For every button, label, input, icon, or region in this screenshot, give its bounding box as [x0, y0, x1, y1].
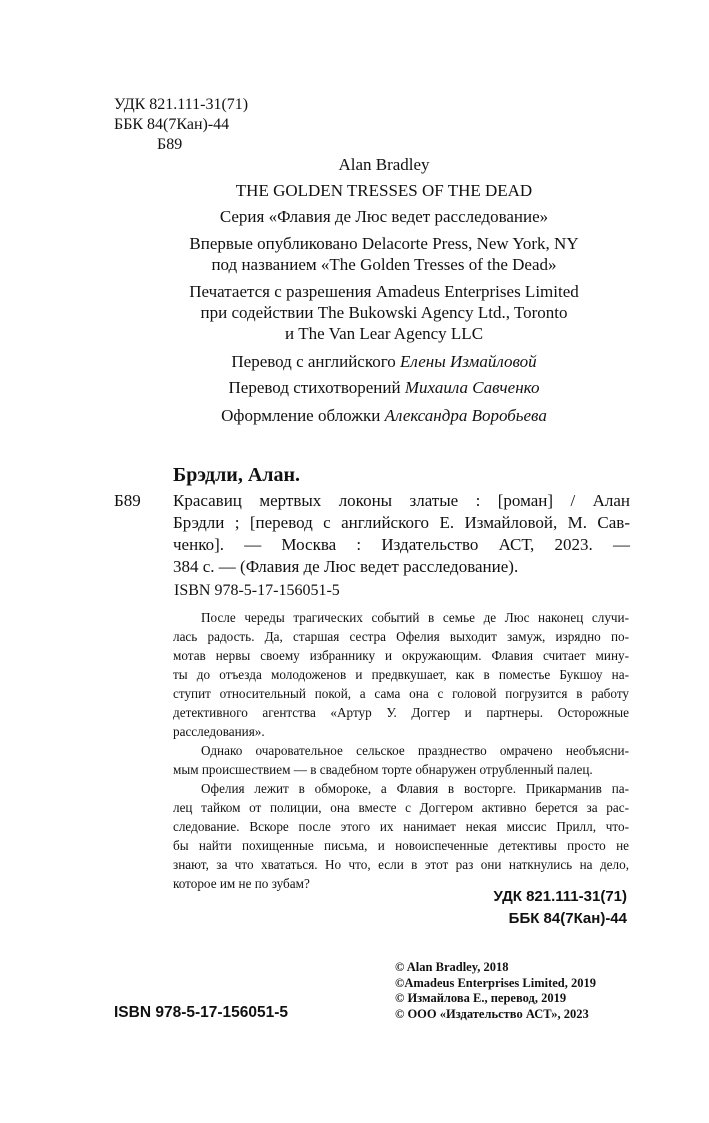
annotation-paragraph-3: [173, 779, 629, 893]
isbn-bottom: ISBN 978-5-17-156051-5: [114, 1004, 289, 1021]
annotation-line: лец тайком от полиции, она вместе с Доггером активно берется за рас-: [173, 800, 629, 815]
permission-line-2: при содействии The Bukowski Agency Ltd., Toronto: [200, 303, 568, 322]
copyright-line: © Измайлова Е., перевод, 2019: [395, 991, 567, 1005]
annotation-line: ты до отъезда молодоженов и предвкушает, как в поместье Букшоу на-: [173, 667, 629, 682]
annotation-line: знают, за что хвататься. Но что, если в этот раз они наткнулись на дело,: [173, 857, 629, 872]
translator-name: Елены Измайловой: [400, 352, 537, 371]
bib-line-3: ченко]. — Москва : Издательство АСТ, 2023. —: [173, 535, 630, 554]
udk-code: УДК 821.111-31(71): [114, 96, 249, 113]
credits-block: [100, 154, 668, 426]
annotation-paragraph-1: [173, 608, 629, 741]
poems-translator-name: Михаила Савченко: [404, 378, 540, 397]
annotation-line: расследования».: [173, 724, 265, 739]
bib-line-1: Красавиц мертвых локоны златые : [роман] / Алан: [173, 491, 630, 510]
annotation-line: лась радость. Да, старшая сестра Офелия выходит замуж, изрядно по-: [173, 629, 629, 644]
copyright-line: © ООО «Издательство АСТ», 2023: [395, 1006, 589, 1021]
author-mark: Б89: [157, 136, 183, 153]
copyright-line: ©Amadeus Enterprises Limited, 2019: [395, 975, 597, 990]
annotation-paragraph-2: [173, 741, 629, 779]
first-published-line-1: Впервые опубликовано Delacorte Press, New York, NY: [189, 234, 579, 253]
annotation-line: После череды трагических событий в семье де Люс наконец случи-: [201, 610, 629, 625]
annotation-line: мым происшествием — в свадебном торте обнаружен отрубленный палец.: [173, 762, 593, 777]
annotation-line: мотав нервы своему избраннику и окружающим. Флавия считает мину-: [173, 648, 629, 663]
permission-line-1: Печатается с разрешения Amadeus Enterprises Limited: [189, 282, 579, 301]
annotation-line: Офелия лежит в обмороке, а Флавия в восторге. Прикарманив па-: [201, 781, 629, 796]
bib-mark: Б89: [114, 491, 141, 510]
annotation-line: ступит относительный покой, а сама она с головой погрузится в работу: [173, 686, 629, 701]
annotation-line: следование. Вскоре после этого их нанимает некая миссис Прилл, что-: [173, 819, 629, 834]
annotation-line: Однако очаровательное сельское празднество омрачено необъясни-: [201, 743, 629, 758]
poems-translation-credit: [100, 377, 668, 405]
bib-line-2: Брэдли ; [перевод с английского Е. Измайловой, М. Сав-: [173, 513, 630, 532]
original-title: THE GOLDEN TRESSES OF THE DEAD: [235, 181, 533, 200]
bbk-code: ББК 84(7Кан)-44: [114, 116, 230, 133]
original-author: Alan Bradley: [338, 155, 430, 174]
footer-bbk-code: ББК 84(7Кан)-44: [508, 910, 627, 927]
cover-design-credit: [100, 405, 668, 426]
cover-designer-name: Александра Воробьева: [384, 406, 547, 425]
copyright-line: © Alan Bradley, 2018: [395, 960, 509, 974]
poems-translation-label: Перевод стихотворений: [228, 378, 401, 397]
bib-isbn: ISBN 978-5-17-156051-5: [174, 582, 340, 599]
series-line: Серия «Флавия де Люс ведет расследование»: [219, 207, 549, 226]
first-published-line-2: под названием «The Golden Tresses of the Dead»: [211, 255, 557, 274]
annotation-line: бы найти похищенные письма, и новоиспеченные детективы просто не: [173, 838, 629, 853]
permission-line-3: и The Van Lear Agency LLC: [284, 324, 484, 343]
cover-design-label: Оформление обложки: [221, 406, 381, 425]
copyright-block: [395, 960, 596, 1022]
translation-credit: [100, 351, 668, 377]
footer-udk-code: УДК 821.111-31(71): [493, 888, 627, 905]
annotation-line: которое им не по зубам?: [173, 876, 310, 891]
annotation: [173, 608, 629, 893]
bib-description: [173, 490, 630, 578]
bib-line-4: 384 с. — (Флавия де Люс ведет расследование).: [173, 557, 519, 576]
translation-label: Перевод с английского: [231, 352, 396, 371]
annotation-line: детективного агентства «Артур У. Доггер и партнеры. Осторожные: [173, 705, 629, 720]
bib-author-heading: Брэдли, Алан.: [173, 464, 301, 486]
